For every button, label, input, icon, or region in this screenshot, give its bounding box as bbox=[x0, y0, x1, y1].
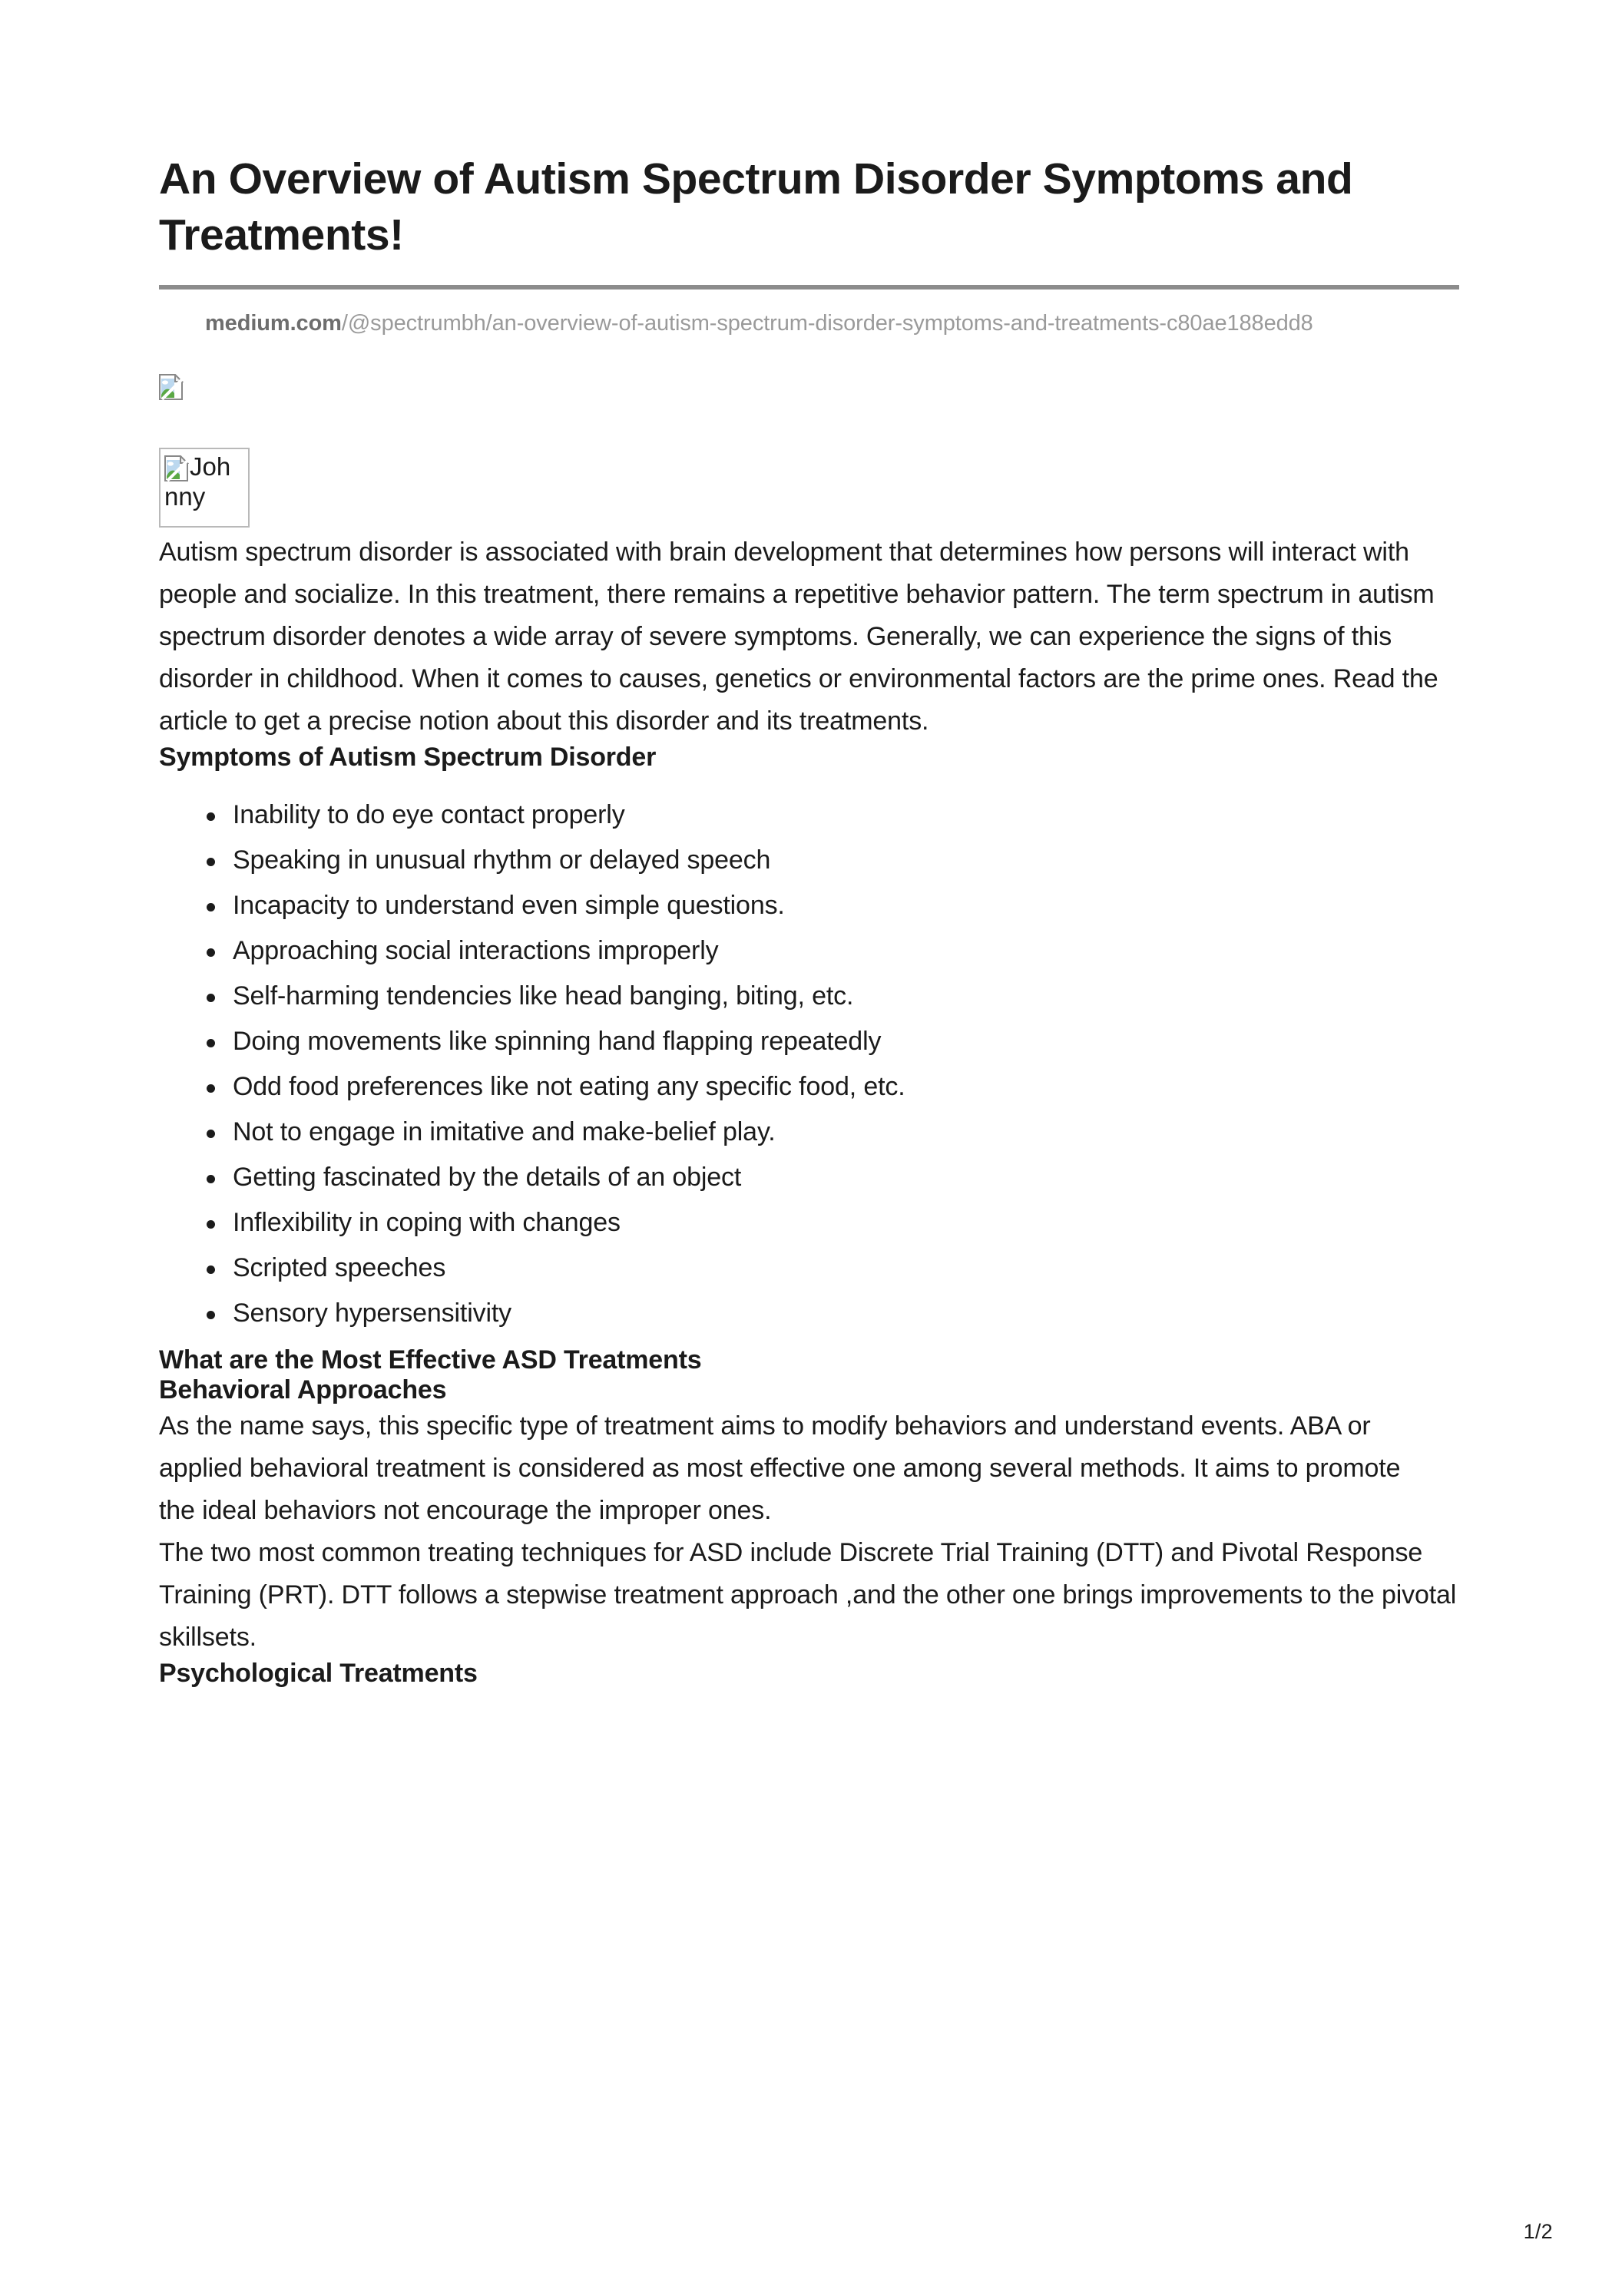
hero-broken-image[interactable] bbox=[159, 374, 184, 400]
list-item: Doing movements like spinning hand flapping repeatedly bbox=[233, 1028, 1462, 1054]
source-domain: medium.com bbox=[205, 310, 342, 336]
list-item: Speaking in unusual rhythm or delayed speech bbox=[233, 847, 1462, 873]
article-content bbox=[159, 0, 1462, 1689]
source-url[interactable] bbox=[159, 309, 1462, 339]
broken-image-icon bbox=[164, 455, 189, 481]
list-item: Incapacity to understand even simple questions. bbox=[233, 892, 1462, 918]
page-title: An Overview of Autism Spectrum Disorder Symptoms and Treatments! bbox=[159, 154, 1353, 260]
behavioral-paragraph-2: The two most common treating techniques for ASD include Discrete Trial Training (DTT) and Pivotal Response Training (PRT). DTT follows a stepwise treatment approach ,and the other one brings improvements to the pivotal skillsets. bbox=[159, 1538, 1457, 1653]
list-item: Inflexibility in coping with changes bbox=[233, 1209, 1462, 1236]
list-item: Sensory hypersensitivity bbox=[233, 1300, 1462, 1326]
list-item: Odd food preferences like not eating any specific food, etc. bbox=[233, 1074, 1462, 1100]
list-item: Inability to do eye contact properly bbox=[233, 802, 1462, 828]
list-item: Getting fascinated by the details of an object bbox=[233, 1164, 1462, 1190]
page-number: 1/2 bbox=[1523, 2220, 1553, 2243]
source-path: /@spectrumbh/an-overview-of-autism-spectrum-disorder-symptoms-and-treatments-c80ae188edd8 bbox=[341, 310, 1313, 336]
intro-paragraph: Autism spectrum disorder is associated with brain development that determines how persons will interact with people and socialize. In this treatment, there remains a repetitive behavior pattern. The term spectrum in autism spectrum disorder denotes a wide array of severe symptoms. Generally, we can experience the signs of this disorder in childhood. When it comes to causes, genetics or environmental factors are the prime ones. Read the article to get a precise notion about this disorder and its treatments. bbox=[159, 537, 1438, 736]
behavioral-paragraph-1: As the name says, this specific type of treatment aims to modify behaviors and understand events. ABA or applied behavioral treatment is considered as most effective one among several methods. It aims to promote the ideal behaviors not encourage the improper ones. bbox=[159, 1411, 1401, 1526]
heading-behavioral-approaches: Behavioral Approaches bbox=[159, 1375, 447, 1404]
hero-image-block bbox=[159, 374, 1462, 400]
heading-symptoms: Symptoms of Autism Spectrum Disorder bbox=[159, 742, 657, 772]
symptoms-list bbox=[159, 799, 1462, 1328]
list-item: Self-harming tendencies like head banging, biting, etc. bbox=[233, 983, 1462, 1009]
list-item: Scripted speeches bbox=[233, 1255, 1462, 1281]
list-item: Not to engage in imitative and make-belief play. bbox=[233, 1119, 1462, 1145]
heading-treatments: What are the Most Effective ASD Treatments bbox=[159, 1345, 702, 1375]
title-divider bbox=[159, 285, 1459, 289]
broken-image-icon bbox=[159, 374, 184, 400]
author-image-alt-text: Johnny bbox=[164, 452, 231, 511]
heading-psychological-treatments: Psychological Treatments bbox=[159, 1659, 478, 1689]
author-broken-image[interactable] bbox=[159, 448, 250, 528]
list-item: Approaching social interactions improperly bbox=[233, 938, 1462, 964]
